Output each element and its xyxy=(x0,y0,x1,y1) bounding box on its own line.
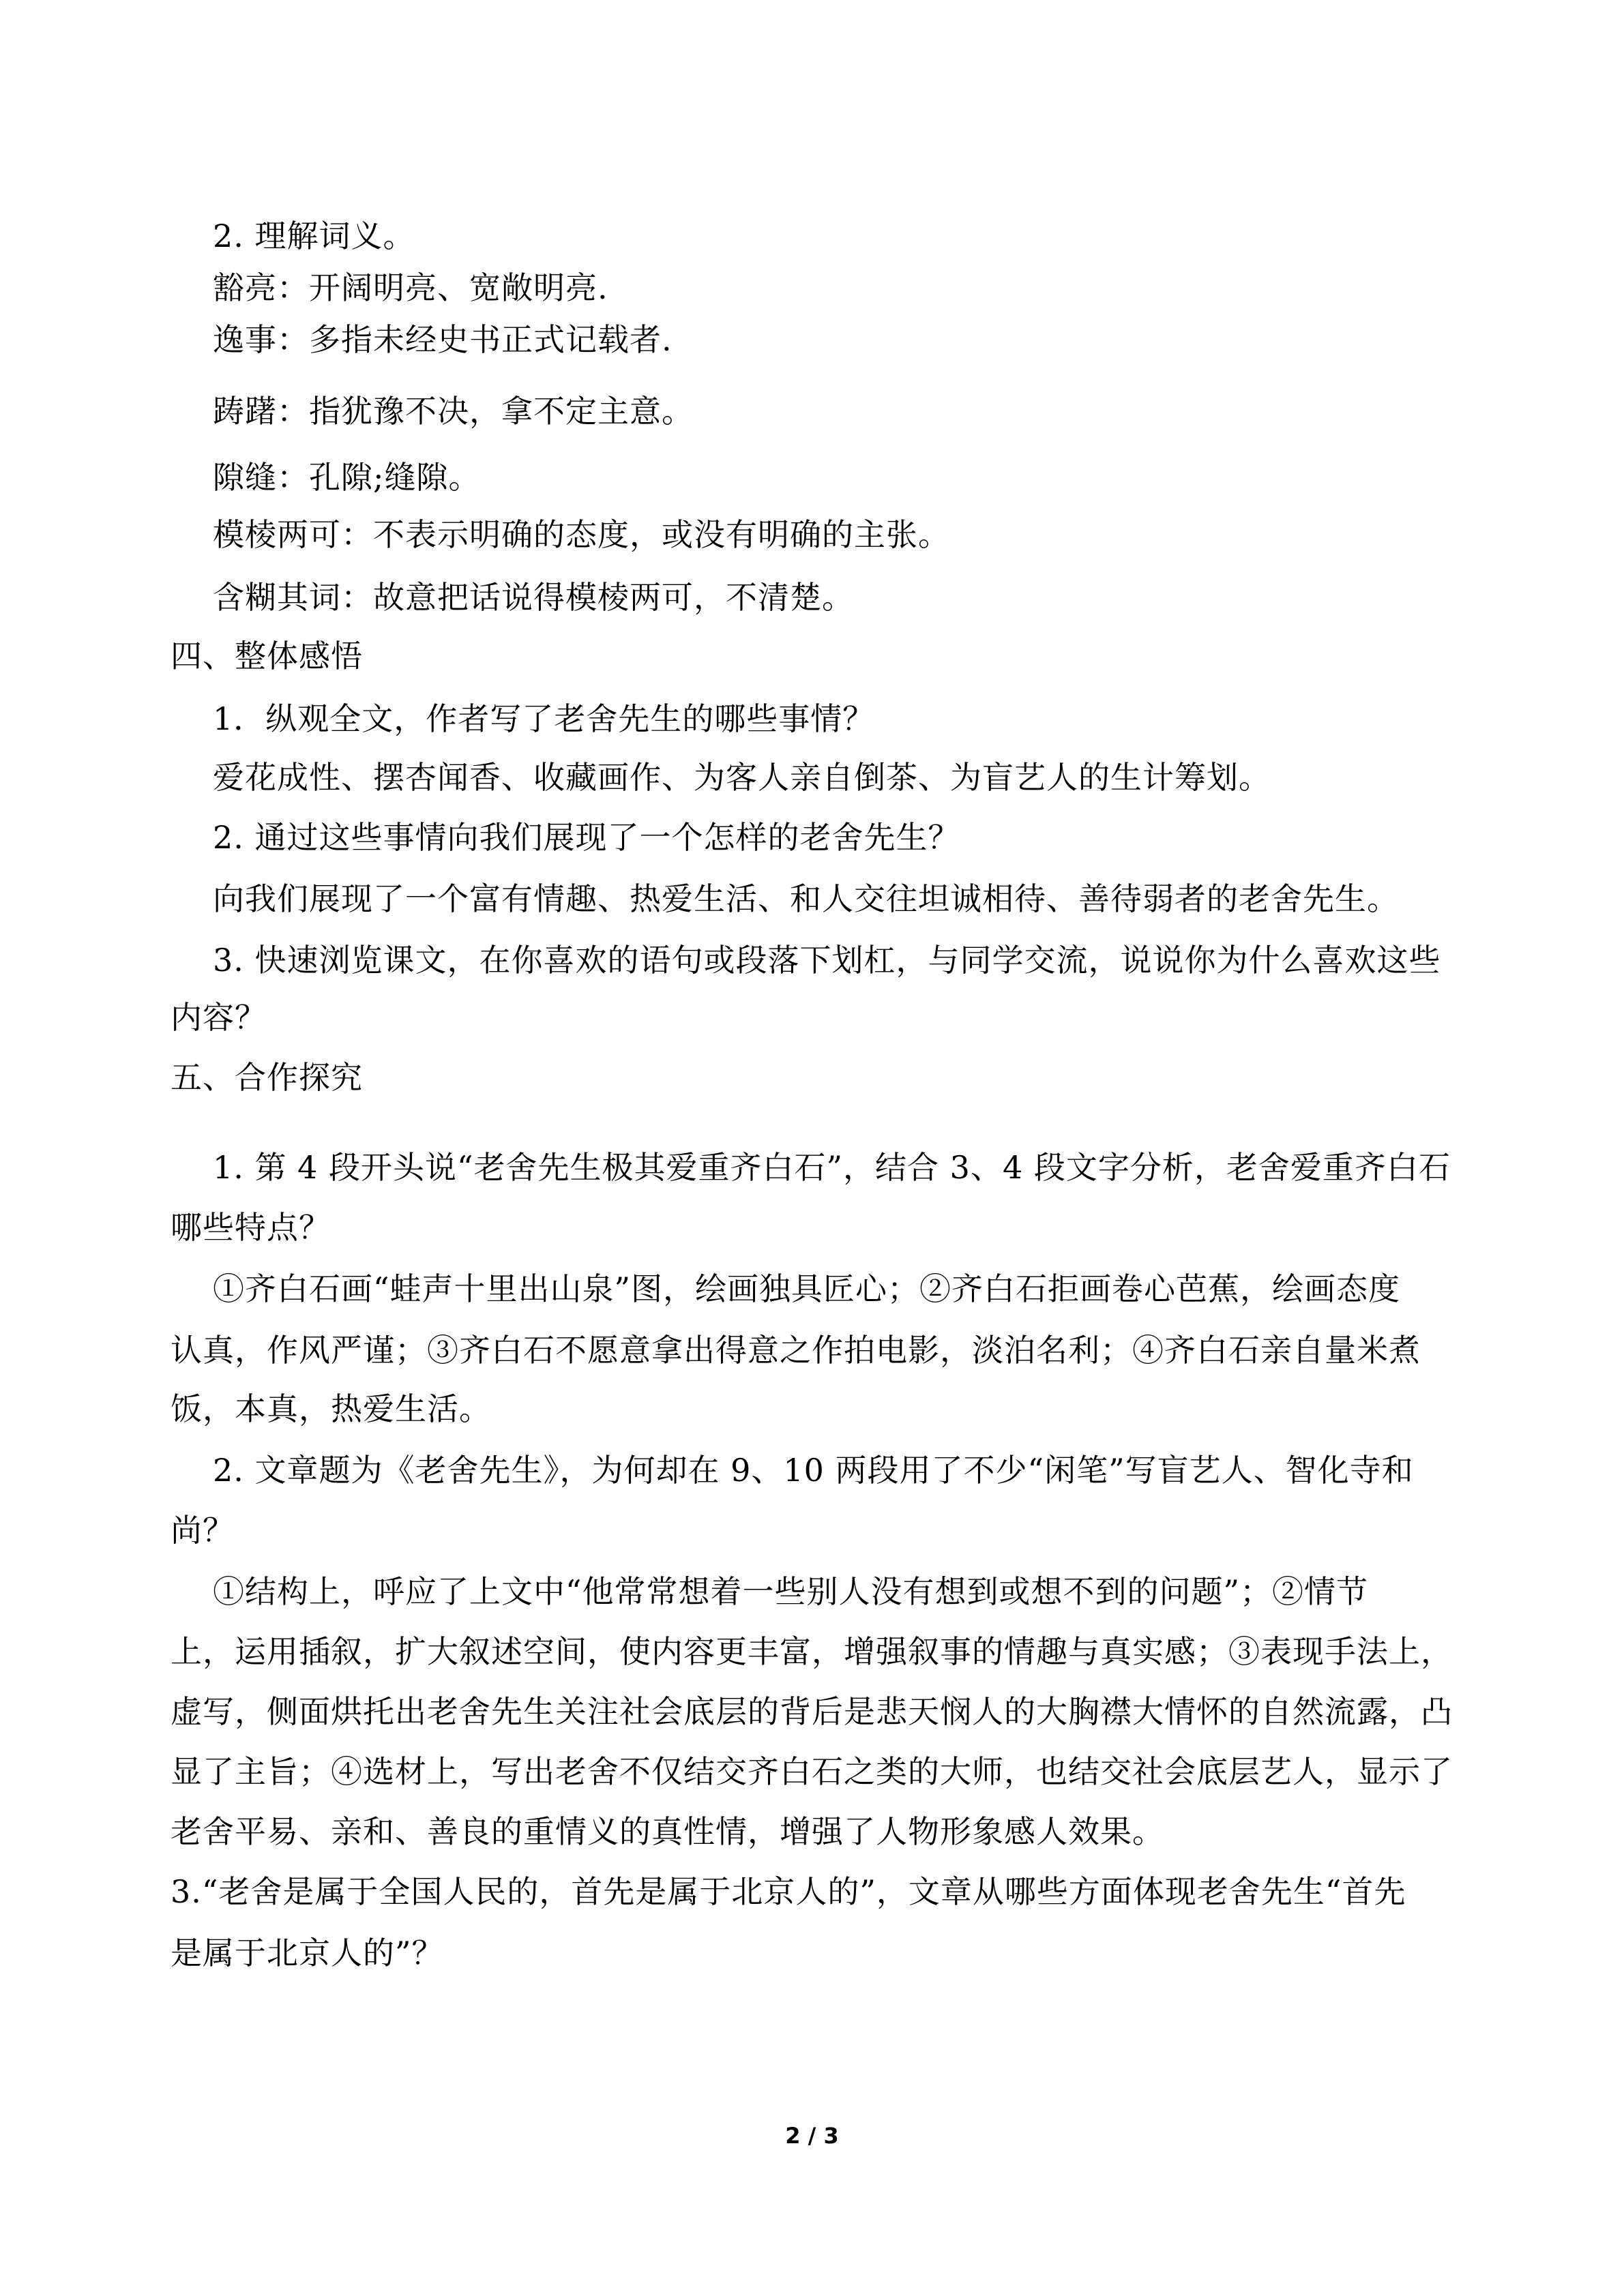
section-heading: 五、合作探究 xyxy=(171,1059,363,1096)
text-line: 含糊其词：故意把话说得模棱两可，不清楚。 xyxy=(213,579,854,616)
text-line: ①齐白石画“蛙声十里出山泉”图，绘画独具匠心；②齐白石拒画卷心芭蕉，绘画态度 xyxy=(213,1270,1401,1307)
text-line: 豁亮：开阔明亮、宽敞明亮. xyxy=(213,269,608,306)
text-line: 虚写，侧面烘托出老舍先生关注社会底层的背后是悲天悯人的大胸襟大情怀的自然流露，凸 xyxy=(171,1693,1453,1730)
text-line: 2. 理解词义。 xyxy=(213,218,415,254)
text-line: ①结构上，呼应了上文中“他常常想着一些别人没有想到或想不到的问题”；②情节 xyxy=(213,1573,1369,1610)
text-line: 爱花成性、摆杏闻香、收藏画作、为客人亲自倒茶、为盲艺人的生计筹划。 xyxy=(213,759,1271,796)
section-heading: 四、整体感悟 xyxy=(171,638,363,674)
text-line: 2. 通过这些事情向我们展现了一个怎样的老舍先生？ xyxy=(213,819,960,856)
text-line: 尚？ xyxy=(171,1512,235,1549)
text-line: 向我们展现了一个富有情趣、热爱生活、和人交往坦诚相待、善待弱者的老舍先生。 xyxy=(213,880,1399,917)
text-line: 哪些特点？ xyxy=(171,1209,331,1246)
text-line: 模棱两可：不表示明确的态度，或没有明确的主张。 xyxy=(213,516,950,553)
text-line: 隙缝：孔隙;缝隙。 xyxy=(213,459,481,496)
text-line: 内容？ xyxy=(171,999,267,1036)
text-line: 1. 第 4 段开头说“老舍先生极其爱重齐白石”，结合 3、4 段文字分析，老舍爱重齐白石 xyxy=(213,1149,1451,1186)
text-line: 踌躇：指犹豫不决，拿不定主意。 xyxy=(213,393,694,430)
text-line: 逸事：多指未经史书正式记载者. xyxy=(213,321,673,358)
page-number: 2 / 3 xyxy=(785,2123,839,2149)
text-line: 3. 快速浏览课文，在你喜欢的语句或段落下划杠，与同学交流，说说你为什么喜欢这些 xyxy=(213,942,1441,979)
text-line: 老舍平易、亲和、善良的重情义的真性情，增强了人物形象感人效果。 xyxy=(171,1813,1164,1850)
text-line: 认真，作风严谨；③齐白石不愿意拿出得意之作拍电影，淡泊名利；④齐白石亲自量米煮 xyxy=(171,1332,1421,1369)
text-line: 显了主旨；④选材上，写出老舍不仅结交齐白石之类的大师，也结交社会底层艺人，显示了 xyxy=(171,1753,1453,1790)
text-line: 上，运用插叙，扩大叙述空间，使内容更丰富，增强叙事的情趣与真实感；③表现手法上， xyxy=(171,1633,1453,1670)
text-line: 2. 文章题为《老舍先生》，为何却在 9、10 两段用了不少“闲笔”写盲艺人、智化寺和 xyxy=(213,1452,1414,1489)
text-line: 饭，本真，热爱生活。 xyxy=(171,1390,491,1427)
text-line: 1．纵观全文，作者写了老舍先生的哪些事情？ xyxy=(213,700,875,737)
text-line: 3.“老舍是属于全国人民的，首先是属于北京人的”，文章从哪些方面体现老舍先生“首先 xyxy=(171,1873,1406,1910)
text-line: 是属于北京人的”？ xyxy=(171,1935,444,1971)
